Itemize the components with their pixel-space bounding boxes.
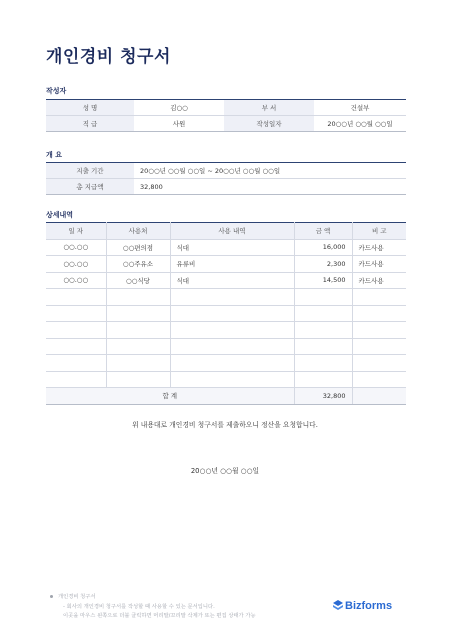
col-header-place: 사용처 xyxy=(106,223,170,240)
write-date-label: 작성일자 xyxy=(224,116,314,132)
total-pay-label: 총 지급액 xyxy=(46,179,134,195)
name-value: 김○○ xyxy=(134,100,224,116)
brand-logo-icon xyxy=(333,600,343,610)
row-amount: 16,000 xyxy=(294,239,352,256)
row-desc: 유류비 xyxy=(170,256,294,273)
footer-line3: 이곳을 마우스 왼쪽으로 더블 클릭하면 머리말/꼬리말 삭제가 또는 편집 상태가 가능 xyxy=(63,613,256,619)
document-title: 개인경비 청구서 xyxy=(46,47,171,67)
position-label: 직 급 xyxy=(46,116,134,132)
table-row xyxy=(46,256,406,273)
row-desc: 식대 xyxy=(170,272,294,289)
row-date: ○○.○○ xyxy=(46,256,106,273)
row-note: 카드사용 xyxy=(352,256,406,273)
write-date-value: 20○○년 ○○월 ○○일 xyxy=(314,116,406,132)
section-details-label: 상세내역 xyxy=(46,211,74,219)
position-value: 사원 xyxy=(134,116,224,132)
row-desc: 식대 xyxy=(170,239,294,256)
total-pay-value: 32,800 xyxy=(134,179,406,195)
col-header-date: 일 자 xyxy=(46,223,106,240)
col-header-amount: 금 액 xyxy=(294,223,352,240)
footer-line1: 개인경비 청구서 xyxy=(58,594,96,600)
sum-value: 32,800 xyxy=(294,388,352,405)
col-header-note: 비 고 xyxy=(352,223,406,240)
dept-label: 부 서 xyxy=(224,100,314,116)
sign-date: 20○○년 ○○월 ○○일 xyxy=(190,467,260,475)
row-note: 카드사용 xyxy=(352,239,406,256)
footer-line2: - 회사의 개인경비 청구서를 작성할 때 사용할 수 있는 문서입니다. xyxy=(63,603,215,610)
empty-row xyxy=(46,322,406,339)
section-overview-label: 개 요 xyxy=(46,151,62,159)
empty-row xyxy=(46,289,406,306)
name-label: 성 명 xyxy=(46,100,134,116)
request-statement: 위 내용대로 개인경비 청구서를 제출하오니 정산을 요청합니다. xyxy=(132,421,318,429)
details-table xyxy=(46,222,406,405)
row-place: ○○식당 xyxy=(106,272,170,289)
dept-value: 건설부 xyxy=(314,100,406,116)
col-header-desc: 사용 내역 xyxy=(170,223,294,240)
overview-table xyxy=(46,162,406,195)
row-place: ○○편의점 xyxy=(106,239,170,256)
empty-row xyxy=(46,355,406,372)
table-row xyxy=(46,272,406,289)
writer-info-table xyxy=(46,99,406,132)
brand-logo xyxy=(333,600,392,612)
row-date: ○○.○○ xyxy=(46,272,106,289)
row-amount: 2,300 xyxy=(294,256,352,273)
sum-label: 합 계 xyxy=(46,388,294,405)
empty-row xyxy=(46,338,406,355)
period-label: 지출 기간 xyxy=(46,163,134,179)
row-place: ○○주유소 xyxy=(106,256,170,273)
row-note: 카드사용 xyxy=(352,272,406,289)
empty-row xyxy=(46,371,406,388)
row-date: ○○.○○ xyxy=(46,239,106,256)
brand-name: Bizforms xyxy=(345,600,393,612)
row-amount: 14,500 xyxy=(294,272,352,289)
table-row xyxy=(46,239,406,256)
section-writer-label: 작성자 xyxy=(46,87,67,95)
bullet-icon xyxy=(50,595,53,598)
total-row xyxy=(46,388,406,405)
footer-note xyxy=(50,593,256,622)
period-value: 20○○년 ○○월 ○○일 ~ 20○○년 ○○월 ○○일 xyxy=(134,163,406,179)
empty-row xyxy=(46,305,406,322)
